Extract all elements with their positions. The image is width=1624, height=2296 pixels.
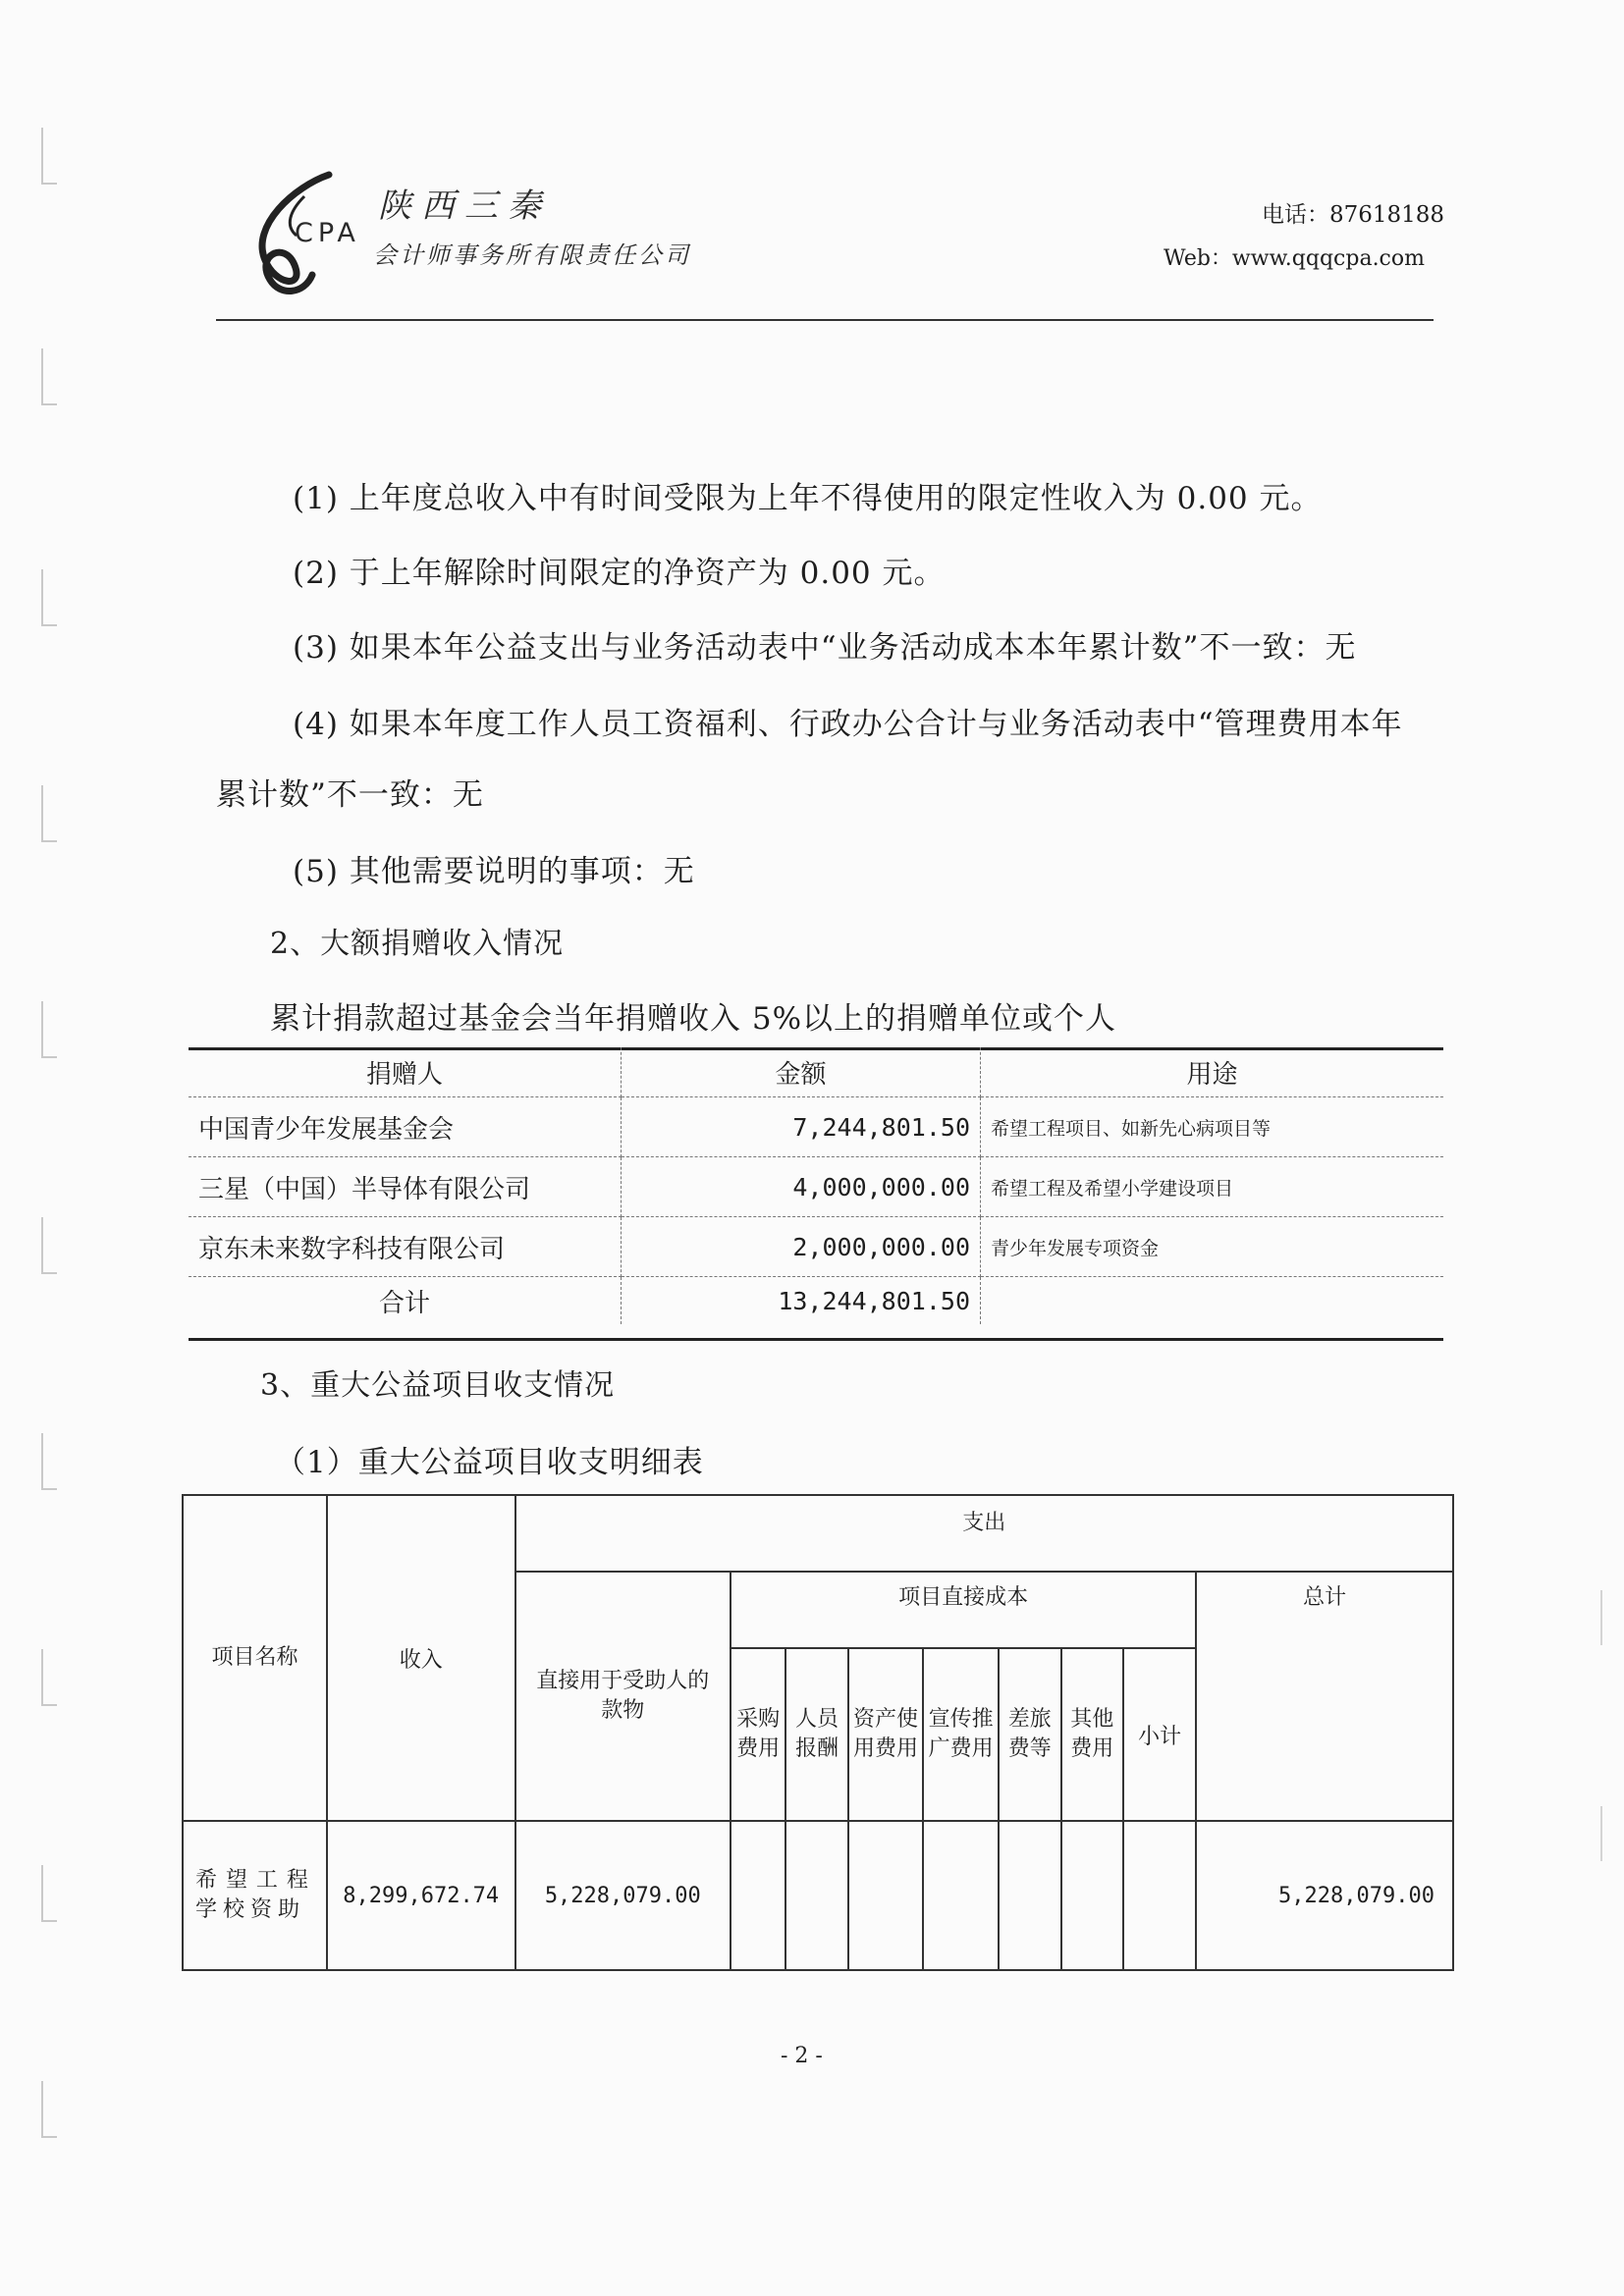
binder-mark bbox=[41, 1649, 57, 1706]
donation-table-bottom-rule bbox=[189, 1338, 1443, 1341]
binder-mark bbox=[41, 2081, 57, 2138]
page-number: - 2 - bbox=[781, 2044, 823, 2068]
section-3-subheading: （1）重大公益项目收支明细表 bbox=[275, 1445, 704, 1480]
section-2-subheading: 累计捐款超过基金会当年捐赠收入 5%以上的捐赠单位或个人 bbox=[270, 1001, 1117, 1037]
section-3-heading: 3、重大公益项目收支情况 bbox=[260, 1368, 616, 1403]
header-publicity: 宣传推广费用 bbox=[923, 1648, 999, 1821]
header-travel: 差旅费等 bbox=[999, 1648, 1061, 1821]
header-asset-use: 资产使用费用 bbox=[848, 1648, 924, 1821]
header-donor: 捐赠人 bbox=[189, 1047, 622, 1097]
binder-mark bbox=[41, 128, 57, 185]
amount-cell: 2,000,000.00 bbox=[622, 1217, 981, 1277]
binder-mark bbox=[41, 1865, 57, 1922]
firm-website: Web：www.qqqcpa.com bbox=[1164, 246, 1425, 271]
header-direct-funds: 直接用于受助人的款物 bbox=[515, 1572, 731, 1821]
header-use: 用途 bbox=[981, 1047, 1444, 1097]
section-2-heading: 2、大额捐赠收入情况 bbox=[270, 927, 565, 961]
table-header-row bbox=[183, 1495, 1453, 1572]
use-cell: 青少年发展专项资金 bbox=[981, 1217, 1444, 1277]
binder-mark bbox=[41, 1433, 57, 1490]
income-cell: 8,299,672.74 bbox=[327, 1821, 515, 1970]
other-cell bbox=[1061, 1821, 1124, 1970]
binder-mark bbox=[41, 348, 57, 405]
binder-mark bbox=[41, 569, 57, 626]
amount-cell: 7,244,801.50 bbox=[622, 1097, 981, 1157]
use-cell: 希望工程项目、如新先心病项目等 bbox=[981, 1097, 1444, 1157]
amount-cell: 4,000,000.00 bbox=[622, 1157, 981, 1217]
table-row bbox=[183, 1821, 1453, 1970]
binder-mark bbox=[1593, 1806, 1602, 1861]
project-name-cell: 希望工程学校资助 bbox=[183, 1821, 327, 1970]
firm-subtitle: 会计师事务所有限责任公司 bbox=[373, 241, 691, 269]
asset-use-cell bbox=[848, 1821, 924, 1970]
table-row bbox=[189, 1217, 1443, 1277]
binder-mark bbox=[41, 785, 57, 842]
firm-cpa-mark: CPA bbox=[295, 218, 360, 248]
firm-phone: 电话：87618188 bbox=[1262, 202, 1445, 228]
table-header-row bbox=[189, 1047, 1443, 1097]
binder-mark bbox=[1593, 1590, 1602, 1645]
table-total-row bbox=[189, 1277, 1443, 1325]
procurement-cell bbox=[731, 1821, 785, 1970]
total-label: 合计 bbox=[189, 1277, 622, 1325]
donor-cell: 三星（中国）半导体有限公司 bbox=[189, 1157, 622, 1217]
binder-mark bbox=[41, 1217, 57, 1274]
header-other: 其他费用 bbox=[1061, 1648, 1124, 1821]
note-1: (1) 上年度总收入中有时间受限为上年不得使用的限定性收入为 0.00 元。 bbox=[293, 481, 1323, 516]
header-direct-cost: 项目直接成本 bbox=[731, 1572, 1196, 1648]
header-project-name: 项目名称 bbox=[183, 1495, 327, 1821]
note-3: (3) 如果本年公益支出与业务活动表中“业务活动成本本年累计数”不一致：无 bbox=[293, 630, 1357, 666]
note-4-cont: 累计数”不一致：无 bbox=[216, 777, 484, 813]
personnel-cell bbox=[785, 1821, 848, 1970]
note-5: (5) 其他需要说明的事项：无 bbox=[293, 854, 695, 889]
table-row bbox=[189, 1157, 1443, 1217]
firm-name: 陕西三秦 bbox=[378, 187, 551, 226]
travel-cell bbox=[999, 1821, 1061, 1970]
header-procurement: 采购费用 bbox=[731, 1648, 785, 1821]
header-subtotal: 小计 bbox=[1123, 1648, 1196, 1821]
total-use bbox=[981, 1277, 1444, 1325]
subtotal-cell bbox=[1123, 1821, 1196, 1970]
header-income: 收入 bbox=[327, 1495, 515, 1821]
header-amount: 金额 bbox=[622, 1047, 981, 1097]
project-table bbox=[182, 1494, 1454, 1971]
note-2: (2) 于上年解除时间限定的净资产为 0.00 元。 bbox=[293, 556, 946, 591]
header-total: 总计 bbox=[1196, 1572, 1453, 1821]
total-amount: 13,244,801.50 bbox=[622, 1277, 981, 1325]
note-4: (4) 如果本年度工作人员工资福利、行政办公合计与业务活动表中“管理费用本年 bbox=[293, 707, 1403, 742]
table-row bbox=[189, 1097, 1443, 1157]
donor-cell: 京东未来数字科技有限公司 bbox=[189, 1217, 622, 1277]
publicity-cell bbox=[923, 1821, 999, 1970]
binder-mark bbox=[41, 1001, 57, 1058]
donor-cell: 中国青少年发展基金会 bbox=[189, 1097, 622, 1157]
header-divider bbox=[216, 319, 1434, 321]
header-personnel: 人员报酬 bbox=[785, 1648, 848, 1821]
header-expense: 支出 bbox=[515, 1495, 1453, 1572]
use-cell: 希望工程及希望小学建设项目 bbox=[981, 1157, 1444, 1217]
direct-funds-cell: 5,228,079.00 bbox=[515, 1821, 731, 1970]
total-cell: 5,228,079.00 bbox=[1196, 1821, 1453, 1970]
donation-table bbox=[189, 1047, 1443, 1324]
